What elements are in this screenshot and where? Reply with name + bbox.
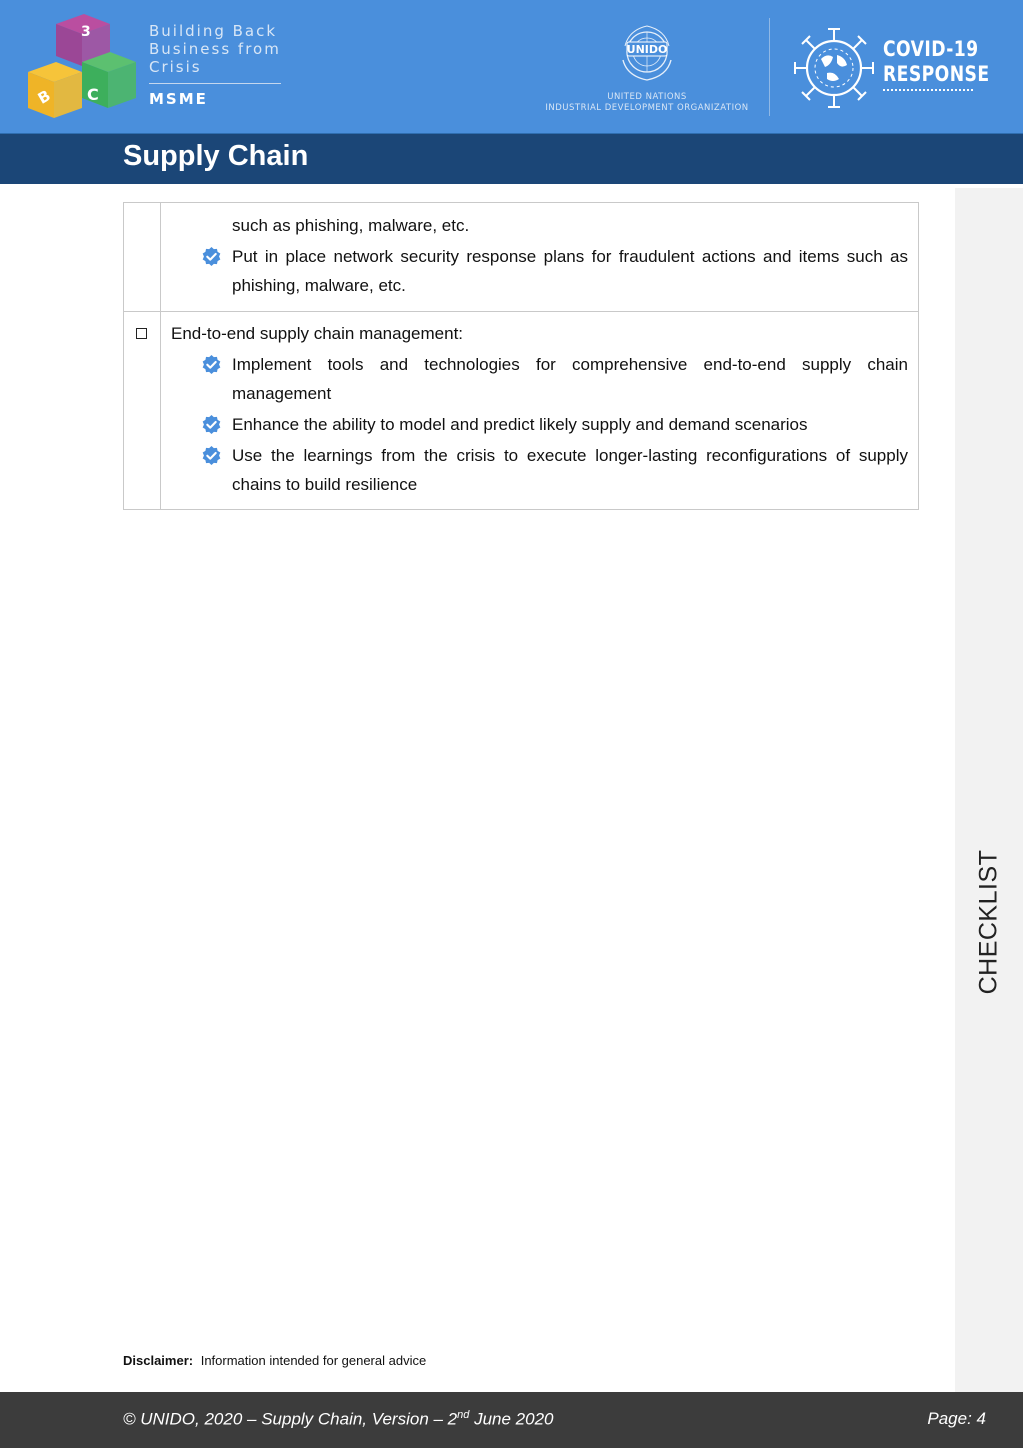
page-number: Page: 4 [927,1409,986,1428]
list-item [171,441,908,499]
brand-line-3: Crisis [149,58,202,76]
table-row [124,203,918,312]
verified-badge-icon [201,354,222,375]
covid-line-1: COVID-19 [883,37,979,61]
brand-divider [149,83,281,84]
checklist-table [123,202,919,510]
unido-org-line-2: INDUSTRIAL DEVELOPMENT ORGANIZATION [545,103,749,113]
bullet-text: Enhance the ability to model and predict likely supply and demand scenarios [232,415,808,434]
header-band [0,0,1023,133]
checklist-checkbox[interactable] [136,328,147,339]
bullet-text: Use the learnings from the crisis to execute longer-lasting reconfigurations of supply chains to build resilience [232,446,908,494]
bullet-text: Put in place network security response plans for fraudulent actions and items such as phishing, malware, etc. [232,247,908,295]
list-item [171,242,908,300]
footer-copyright [123,1409,554,1430]
un-emblem-icon [617,22,677,82]
header-separator [769,18,770,116]
list-item [171,350,908,408]
logo-letter-b: B [34,86,54,108]
verified-badge-icon [201,414,222,435]
content-cell [161,203,918,311]
brand-block [149,22,284,108]
unido-org-line-1: UNITED NATIONS [607,92,687,102]
checkbox-cell [124,312,161,509]
page-title: Supply Chain [123,140,309,172]
disclaimer-text: Information intended for general advice [200,1353,427,1368]
disclaimer-label: Disclaimer: [123,1353,194,1368]
side-tab-label: CHECKLIST [974,849,1003,995]
checkbox-cell [124,203,161,311]
disclaimer [123,1353,426,1368]
checklist-side-tab [955,188,1023,1392]
copyright-superscript: nd [457,1409,470,1421]
copyright-date: June 2020 [469,1409,554,1429]
covid-response-text [883,37,990,87]
logo-letter-3: 3 [81,24,91,40]
covid-line-2: RESPONSE [883,62,990,86]
copyright-text: © UNIDO, 2020 – Supply Chain, Version – 2 [123,1409,458,1429]
list-item [171,410,908,439]
bullet-text: Implement tools and technologies for comprehensive end-to-end supply chain management [232,355,908,403]
unido-wordmark: UNIDO [626,43,668,56]
table-row [124,312,918,509]
brand-line-2: Business from [149,40,281,58]
brand-line-1: Building Back [149,22,278,40]
page-footer [0,1392,1023,1448]
covid-dotted-rule [883,89,973,91]
logo-letter-c: C [87,85,99,104]
unido-org-name [542,92,752,114]
verified-badge-icon [201,445,222,466]
verified-badge-icon [201,246,222,267]
covid-response-logo [791,25,990,110]
checklist-heading: End-to-end supply chain management: [171,324,464,343]
content-cell [161,312,918,509]
brand-msme: MSME [149,90,208,108]
continuation-text: such as phishing, malware, etc. [232,216,470,235]
title-band [0,133,1023,184]
virus-globe-icon [791,25,877,111]
bbc-cube-logo [26,10,141,125]
unido-logo-block [542,22,752,114]
